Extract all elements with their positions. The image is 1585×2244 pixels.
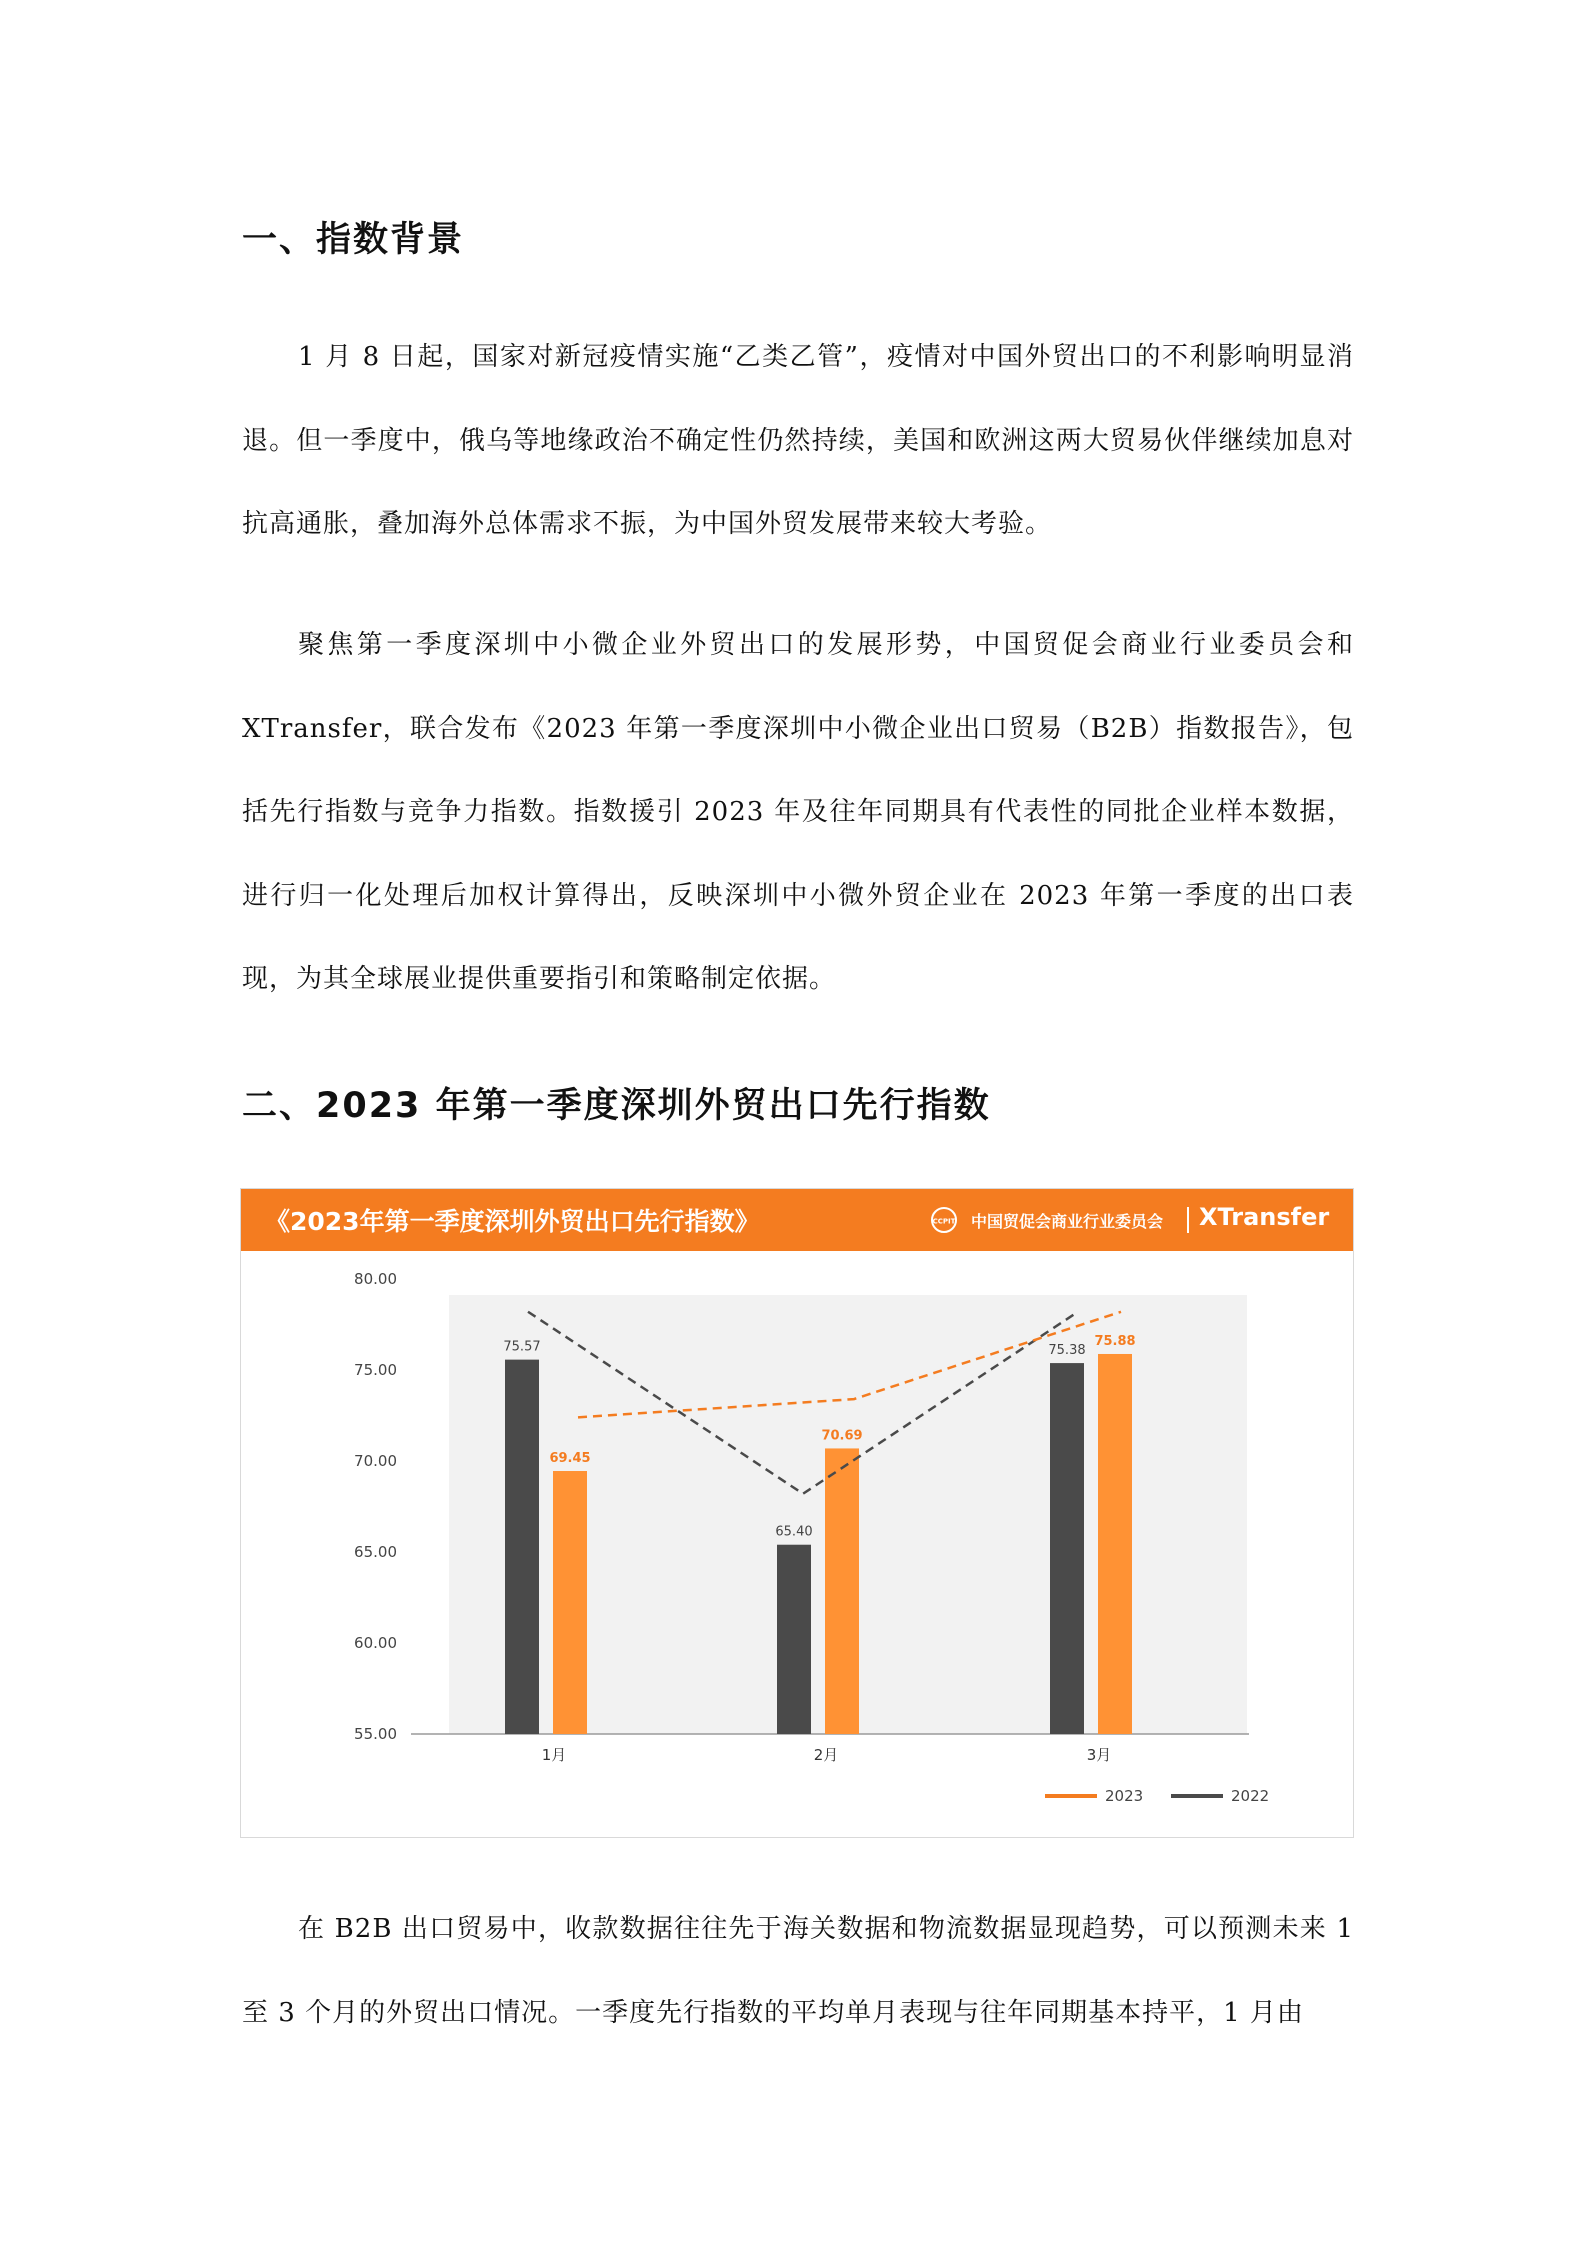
bar-chart [241,1251,1353,1835]
bar-2022 [505,1360,539,1734]
x-category-label: 1月 [541,1746,567,1764]
bar-2023 [553,1471,587,1734]
section-heading-background: 一、指数背景 [242,220,465,260]
chart-figure [240,1188,1354,1838]
header-divider [1187,1207,1189,1233]
y-tick-label: 75.00 [354,1361,397,1379]
y-tick-label: 55.00 [354,1725,397,1743]
ccpit-logo-text: CCPIT [932,1217,956,1226]
xtransfer-brand: XTransfer [1199,1203,1330,1231]
data-label-2022: 65.40 [775,1524,813,1540]
y-tick-label: 60.00 [354,1634,397,1652]
bar-2022 [777,1545,811,1734]
bar-2023 [825,1448,859,1734]
organizer-name: 中国贸促会商业行业委员会 [971,1212,1164,1231]
chart-title: 《2023年第一季度深圳外贸出口先行指数》 [265,1207,760,1236]
x-category-label: 2月 [813,1746,839,1764]
y-tick-label: 80.00 [354,1270,397,1288]
section-heading-index: 二、2023 年第一季度深圳外贸出口先行指数 [242,1086,991,1126]
data-label-2022: 75.38 [1048,1343,1086,1359]
data-label-2023: 75.88 [1094,1333,1136,1349]
legend-label-2023: 2023 [1105,1787,1144,1805]
paragraph-background-1: 1 月 8 日起，国家对新冠疫情实施“乙类乙管”，疫情对中国外贸出口的不利影响明显消退。但一季度中，俄乌等地缘政治不确定性仍然持续，美国和欧洲这两大贸易伙伴继续加息对抗高通胀，叠加海外总体需求不振，为中国外贸发展带来较大考验。 [242,342,1354,539]
bar-2022 [1050,1363,1084,1734]
bar-2023 [1098,1354,1132,1734]
x-category-label: 3月 [1086,1746,1112,1764]
chart-header-bar [241,1189,1353,1251]
paragraph-background-2: 聚焦第一季度深圳中小微企业外贸出口的发展形势，中国贸促会商业行业委员会和 XTransfer，联合发布《2023 年第一季度深圳中小微企业出口贸易（B2B）指数报告》，包括先行指数与竞争力指数。指数援引 2023 年及往年同期具有代表性的同批企业样本数据，进行归一化处理后加权计算得出，反映深圳中小微外贸企业在 2023 年第一季度的出口表现，为其全球展业提供重要指引和策略制定依据。 [242,630,1354,994]
paragraph-index-description: 在 B2B 出口贸易中，收款数据往往先于海关数据和物流数据显现趋势，可以预测未来 1 至 3 个月的外贸出口情况。一季度先行指数的平均单月表现与往年同期基本持平，1 月由 [242,1914,1354,2028]
y-tick-label: 70.00 [354,1452,397,1470]
data-label-2023: 70.69 [821,1428,863,1444]
ccpit-logo-icon [929,1205,959,1235]
data-label-2022: 75.57 [503,1339,541,1355]
y-tick-label: 65.00 [354,1543,397,1561]
data-label-2023: 69.45 [549,1451,591,1467]
legend-label-2022: 2022 [1231,1787,1270,1805]
